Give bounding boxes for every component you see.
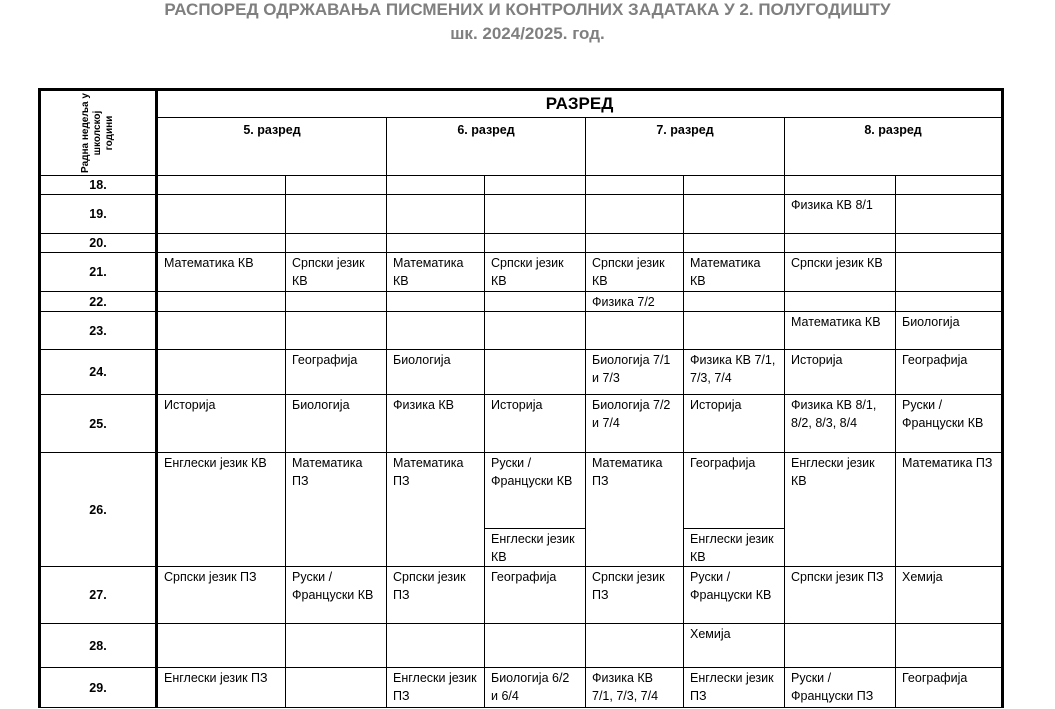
- schedule-cell: Физика КВ 8/1, 8/2, 8/3, 8/4: [785, 395, 896, 453]
- schedule-cell: Биологија 7/2 и 7/4: [586, 395, 684, 453]
- schedule-cell: [896, 195, 1003, 234]
- table-row: [40, 176, 1003, 195]
- schedule-cell: [896, 292, 1003, 312]
- schedule-cell: Географија: [684, 453, 785, 529]
- schedule-cell: [286, 234, 387, 253]
- schedule-cell: Хемија: [684, 624, 785, 668]
- schedule-cell: Историја: [684, 395, 785, 453]
- table-row: [40, 453, 1003, 529]
- schedule-cell: [387, 312, 485, 350]
- schedule-cell: [157, 350, 286, 395]
- schedule-cell: Географија: [485, 567, 586, 624]
- week-number: 27.: [40, 567, 157, 624]
- schedule-cell: Хемија: [896, 567, 1003, 624]
- week-number: 23.: [40, 312, 157, 350]
- week-number: 29.: [40, 668, 157, 708]
- table-row: [40, 350, 1003, 395]
- schedule-cell: Биологија: [286, 395, 387, 453]
- schedule-cell: [896, 234, 1003, 253]
- schedule-cell: [896, 624, 1003, 668]
- schedule-cell: Руски / Француски ПЗ: [785, 668, 896, 708]
- schedule-cell: Математика КВ: [785, 312, 896, 350]
- schedule-cell: [286, 312, 387, 350]
- table-row: [40, 567, 1003, 624]
- schedule-cell: [785, 624, 896, 668]
- schedule-cell: [286, 176, 387, 195]
- exam-schedule-table: [38, 88, 1004, 708]
- table-row: [40, 624, 1003, 668]
- schedule-cell: Географија: [896, 350, 1003, 395]
- table-row: [40, 312, 1003, 350]
- razred-header: РАЗРЕД: [157, 90, 1003, 118]
- schedule-cell: [896, 176, 1003, 195]
- schedule-cell: Српски језик ПЗ: [157, 567, 286, 624]
- schedule-cell: [684, 312, 785, 350]
- schedule-cell: [485, 292, 586, 312]
- schedule-cell: Физика 7/2: [586, 292, 684, 312]
- schedule-cell: Енглески језик КВ: [684, 529, 785, 567]
- schedule-cell: Српски језик КВ: [286, 253, 387, 292]
- schedule-cell: Математика КВ: [387, 253, 485, 292]
- schedule-cell: [485, 350, 586, 395]
- schedule-cell: [586, 624, 684, 668]
- week-number: 28.: [40, 624, 157, 668]
- grade-5-header: 5. разред: [157, 118, 387, 176]
- schedule-cell: [286, 195, 387, 234]
- schedule-cell: Руски / Француски КВ: [896, 395, 1003, 453]
- schedule-cell: Географија: [286, 350, 387, 395]
- schedule-cell: [684, 234, 785, 253]
- week-number: 25.: [40, 395, 157, 453]
- table-row: [40, 668, 1003, 708]
- schedule-cell: [684, 195, 785, 234]
- schedule-cell: [157, 195, 286, 234]
- week-column-label: Радна недеља у школској години: [80, 93, 115, 173]
- grade-7-header: 7. разред: [586, 118, 785, 176]
- grade-8-header: 8. разред: [785, 118, 1003, 176]
- schedule-cell: Биологија: [896, 312, 1003, 350]
- schedule-cell: [586, 195, 684, 234]
- table-row: [40, 195, 1003, 234]
- week-number: 22.: [40, 292, 157, 312]
- schedule-cell: Српски језик КВ: [485, 253, 586, 292]
- schedule-cell: Руски / Француски КВ: [286, 567, 387, 624]
- schedule-cell: [485, 312, 586, 350]
- schedule-cell: [157, 234, 286, 253]
- schedule-cell: Историја: [157, 395, 286, 453]
- schedule-cell: Физика КВ 7/1, 7/3, 7/4: [586, 668, 684, 708]
- schedule-cell: Географија: [896, 668, 1003, 708]
- schedule-cell: Физика КВ 8/1: [785, 195, 896, 234]
- schedule-cell: [286, 668, 387, 708]
- schedule-cell: [387, 176, 485, 195]
- schedule-cell: Биологија 6/2 и 6/4: [485, 668, 586, 708]
- schedule-cell: Физика КВ: [387, 395, 485, 453]
- grade-6-header: 6. разред: [387, 118, 586, 176]
- schedule-cell: [286, 624, 387, 668]
- schedule-cell: Математика КВ: [684, 253, 785, 292]
- schedule-cell: [286, 292, 387, 312]
- table-row: [40, 234, 1003, 253]
- schedule-cell: Енглески језик ПЗ: [684, 668, 785, 708]
- schedule-cell: Математика ПЗ: [896, 453, 1003, 567]
- schedule-cell: Српски језик КВ: [785, 253, 896, 292]
- schedule-cell: [785, 234, 896, 253]
- schedule-cell: Енглески језик ПЗ: [387, 668, 485, 708]
- schedule-cell: Историја: [485, 395, 586, 453]
- week-column-header: [40, 90, 157, 176]
- schedule-cell: Српски језик ПЗ: [586, 567, 684, 624]
- schedule-cell: Српски језик ПЗ: [387, 567, 485, 624]
- schedule-cell: [485, 234, 586, 253]
- schedule-cell: Српски језик КВ: [586, 253, 684, 292]
- schedule-cell: [896, 253, 1003, 292]
- schedule-cell: [785, 176, 896, 195]
- week-number: 19.: [40, 195, 157, 234]
- schedule-cell: [157, 292, 286, 312]
- week-number: 26.: [40, 453, 157, 567]
- schedule-cell: Енглески језик КВ: [485, 529, 586, 567]
- table-row: [40, 292, 1003, 312]
- schedule-cell: [586, 176, 684, 195]
- schedule-cell: Математика ПЗ: [286, 453, 387, 567]
- week-number: 24.: [40, 350, 157, 395]
- schedule-cell: [387, 292, 485, 312]
- schedule-cell: Енглески језик КВ: [157, 453, 286, 567]
- schedule-cell: Енглески језик КВ: [785, 453, 896, 567]
- schedule-cell: [785, 292, 896, 312]
- schedule-cell: [387, 624, 485, 668]
- schedule-cell: [157, 624, 286, 668]
- schedule-cell: Биологија: [387, 350, 485, 395]
- schedule-cell: Српски језик ПЗ: [785, 567, 896, 624]
- schedule-cell: Руски / Француски КВ: [485, 453, 586, 529]
- week-number: 20.: [40, 234, 157, 253]
- schedule-cell: Математика ПЗ: [387, 453, 485, 567]
- table-row: [40, 253, 1003, 292]
- schedule-cell: Биологија 7/1 и 7/3: [586, 350, 684, 395]
- week-number: 21.: [40, 253, 157, 292]
- schedule-cell: Физика КВ 7/1, 7/3, 7/4: [684, 350, 785, 395]
- page-title: РАСПОРЕД ОДРЖАВАЊА ПИСМЕНИХ И КОНТРОЛНИХ ЗАДАТАКА У 2. ПОЛУГОДИШТУ: [164, 0, 891, 19]
- schedule-cell: [684, 292, 785, 312]
- schedule-cell: [157, 312, 286, 350]
- schedule-cell: [586, 234, 684, 253]
- schedule-cell: [157, 176, 286, 195]
- schedule-cell: [684, 176, 785, 195]
- week-number: 18.: [40, 176, 157, 195]
- schedule-cell: [586, 312, 684, 350]
- schedule-cell: Руски / Француски КВ: [684, 567, 785, 624]
- table-row: [40, 395, 1003, 453]
- schedule-cell: Математика КВ: [157, 253, 286, 292]
- schedule-cell: Историја: [785, 350, 896, 395]
- schedule-cell: [485, 176, 586, 195]
- schedule-cell: [387, 195, 485, 234]
- school-year-subtitle: шк. 2024/2025. год.: [450, 24, 605, 43]
- schedule-cell: [485, 195, 586, 234]
- schedule-cell: Енглески језик ПЗ: [157, 668, 286, 708]
- schedule-cell: Математика ПЗ: [586, 453, 684, 567]
- schedule-cell: [485, 624, 586, 668]
- schedule-cell: [387, 234, 485, 253]
